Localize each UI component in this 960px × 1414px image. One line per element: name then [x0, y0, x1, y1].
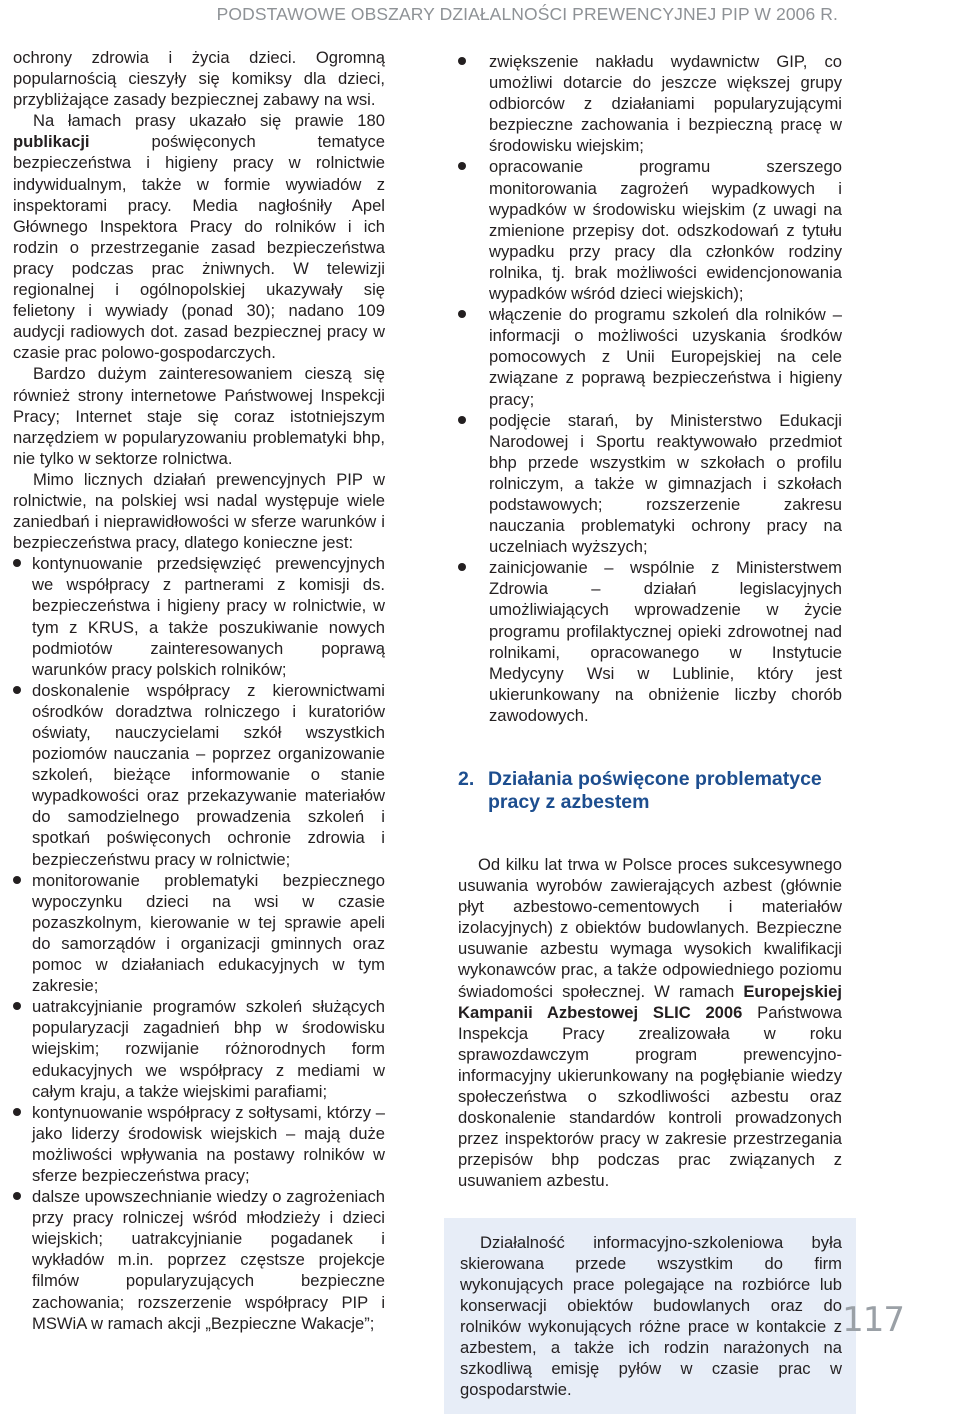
bullet-dot-icon — [458, 57, 466, 65]
list-item: zwiększenie nakładu wydawnictw GIP, co umożliwi dotarcie do jeszcze większej grupy odbiorców z działaniami popularyzującymi bezpieczne zachowania i bezpieczną pracę w środowisku wiejskim; — [458, 51, 842, 156]
list-item: kontynuowanie przedsięwzięć prewencyjnych we współpracy z partnerami z komisji ds. bezpieczeństwa i higieny pracy w rolnictwie, w tym z KRUS, a także poszukiwanie nowych podmiotów zainteresowanych poprawą warunków pracy polskich rolników; — [13, 553, 385, 680]
bullet-dot-icon — [13, 1108, 21, 1116]
left-column — [13, 47, 385, 1334]
section-number: 2. — [458, 768, 488, 814]
bullet-dot-icon — [458, 416, 466, 424]
bullet-dot-icon — [13, 559, 21, 567]
list-item: uatrakcyjnianie programów szkoleń służących popularyzacji zagadnień bhp w środowisku wiejskim; rozwijanie różnorodnych form edukacyjnych we współpracy z mediami w całym kraju, a także wiejskimi parafiami; — [13, 996, 385, 1101]
list-item: włączenie do programu szkoleń dla rolników – informacji o możliwości uzyskania środków pomocowych z Unii Europejskiej na cele związane z poprawą bezpieczeństwa i higieny pracy; — [458, 304, 842, 409]
bullet-list — [13, 553, 385, 1333]
bullet-dot-icon — [13, 1192, 21, 1200]
paragraph: ochrony zdrowia i życia dzieci. Ogromną popularnością cieszyły się komiksy dla dzieci, przybliżające zasady bezpiecznej zabawy na wsi. — [13, 47, 385, 110]
bullet-dot-icon — [458, 563, 466, 571]
section-heading — [458, 768, 842, 814]
paragraph: Mimo licznych działań prewencyjnych PIP w rolnictwie, na polskiej wsi nadal występuje wiele zaniedbań i nieprawidłowości w sferze warunków i bezpieczeństwa pracy, dlatego konieczne jest: — [13, 469, 385, 553]
list-item: monitorowanie problematyki bezpiecznego wypoczynku dzieci na wsi w czasie pozaszkolnym, kierowanie w tej sprawie apeli do samorządów i organizacji gminnych oraz pomoc w działaniach edukacyjnych w tym zakresie; — [13, 870, 385, 997]
bullet-dot-icon — [13, 1002, 21, 1010]
box-paragraph: Działalność informacyjno-szkoleniowa była skierowana przede wszystkim do firm wykonujących prace polegające na rozbiórce lub konserwacji obiektów budowlanych oraz do rolników wykonujących różne prace w kontakcie z azbestem, a także ich rodzin narażonych na szkodliwą emisję pyłów w czasie prac w gospodarstwie. — [460, 1232, 842, 1401]
bullet-dot-icon — [458, 310, 466, 318]
running-header: PODSTAWOWE OBSZARY DZIAŁALNOŚCI PREWENCYJNEJ PIP W 2006 R. — [217, 4, 838, 25]
page-number: 117 — [842, 1300, 904, 1340]
paragraph: Na łamach prasy ukazało się prawie 180 publikacji poświęconych tematyce bezpieczeństwa i higieny pracy w rolnictwie indywidualnym, także w formie wywiadów z inspektorami pracy. Media nagłośniły Apel Głównego Inspektora Pracy do rolników i ich rodzin o przestrzeganie zasad bezpieczeństwa pracy podczas prac żniwnych. W telewizji regionalnej i ogólnopolskiej ukazywały się felietony i wywiady (ponad 30); nadano 109 audycji radiowych dot. zasad bezpiecznej pracy w czasie prac polowo-gospodarczych. — [13, 110, 385, 363]
list-item: zainicjowanie – wspólnie z Ministerstwem Zdrowia – działań legislacyjnych umożliwiających wprowadzenie w życie programu profilaktycznej opieki zdrowotnej nad rolnikami, opracowanego w Instytucie Medycyny Wsi w Lublinie, który jest ukierunkowany na obniżenie liczby chorób zawodowych. — [458, 557, 842, 726]
bullet-dot-icon — [13, 876, 21, 884]
bold-term: Europejskiej Kampanii Azbestowej SLIC 2006 — [458, 982, 842, 1022]
bullet-dot-icon — [458, 162, 466, 170]
right-column — [458, 51, 842, 1414]
list-item: kontynuowanie współpracy z sołtysami, którzy – jako liderzy środowisk wiejskich – mają duże możliwości wpływania na postawy rolników w sferze bezpieczeństwa pracy; — [13, 1102, 385, 1186]
list-item: podjęcie starań, by Ministerstwo Edukacji Narodowej i Sportu reaktywowało przedmiot bhp przede wszystkim w szkołach o profilu rolniczym, a także w gimnazjach i szkołach podstawowych; rozszerzenie zakresu nauczania problematyki ochrony pracy na uczelniach wyższych; — [458, 410, 842, 558]
bold-term: publikacji — [13, 132, 90, 151]
list-item: doskonalenie współpracy z kierownictwami ośrodków doradztwa rolniczego i kuratoriów oświaty, nauczycielami szkół wszystkich poziomów nauczania – poprzez organizowanie szkoleń, bieżące informowanie o stanie wypadkowości oraz przekazywanie materiałów do samodzielnego prowadzenia szkoleń i spotkań poświęconych ochronie zdrowia i bezpieczeństwu pracy w rolnictwie; — [13, 680, 385, 870]
paragraph: Bardzo dużym zainteresowaniem cieszą się również strony internetowe Państwowej Inspekcji Pracy; Internet staje się coraz istotniejszym narzędziem w popularyzowaniu problematyki bhp, nie tylko w sektorze rolnictwa. — [13, 363, 385, 468]
highlight-box — [444, 1218, 856, 1414]
section-title: Działania poświęcone problematyce pracy z azbestem — [488, 768, 842, 814]
list-item: opracowanie programu szerszego monitorowania zagrożeń wypadkowych i wypadków w środowisku wiejskim (z uwagi na zmienione przepisy dot. odszkodowań z tytułu wypadku przy pracy dla członków rodziny rolnika, tj. brak możliwości ewidencjonowania wypadków wśród dzieci wiejskich); — [458, 156, 842, 304]
bullet-dot-icon — [13, 686, 21, 694]
paragraph: Od kilku lat trwa w Polsce proces sukcesywnego usuwania wyrobów zawierających azbest (głównie płyt azbestowo-cementowych i materiałów izolacyjnych) z obiektów budowlanych. Bezpieczne usuwanie azbestu wymaga wysokich kwalifikacji wykonawców prac, a także odpowiedniego poziomu świadomości społecznej. W ramach Europejskiej Kampanii Azbestowej SLIC 2006 Państwowa Inspekcja Pracy zrealizowała w roku sprawozdawczym program prewencyjno-informacyjny ukierunkowany na pogłębianie wiedzy społeczeństwa o szkodliwości azbestu oraz doskonalenie standardów kontroli prowadzonych przez inspektorów pracy w zakresie przestrzegania przepisów bhp podczas prac związanych z usuwaniem azbestu. — [458, 854, 842, 1192]
list-item: dalsze upowszechnianie wiedzy o zagrożeniach przy pracy rolniczej wśród młodzieży i dzieci wiejskich; uatrakcyjnianie pogadanek i wykładów m.in. poprzez częstsze projekcje filmów popularyzujących bezpieczne zachowania; rozszerzenie współpracy PIP i MSWiA w ramach akcji „Bezpieczne Wakacje”; — [13, 1186, 385, 1334]
bullet-list — [458, 51, 842, 726]
